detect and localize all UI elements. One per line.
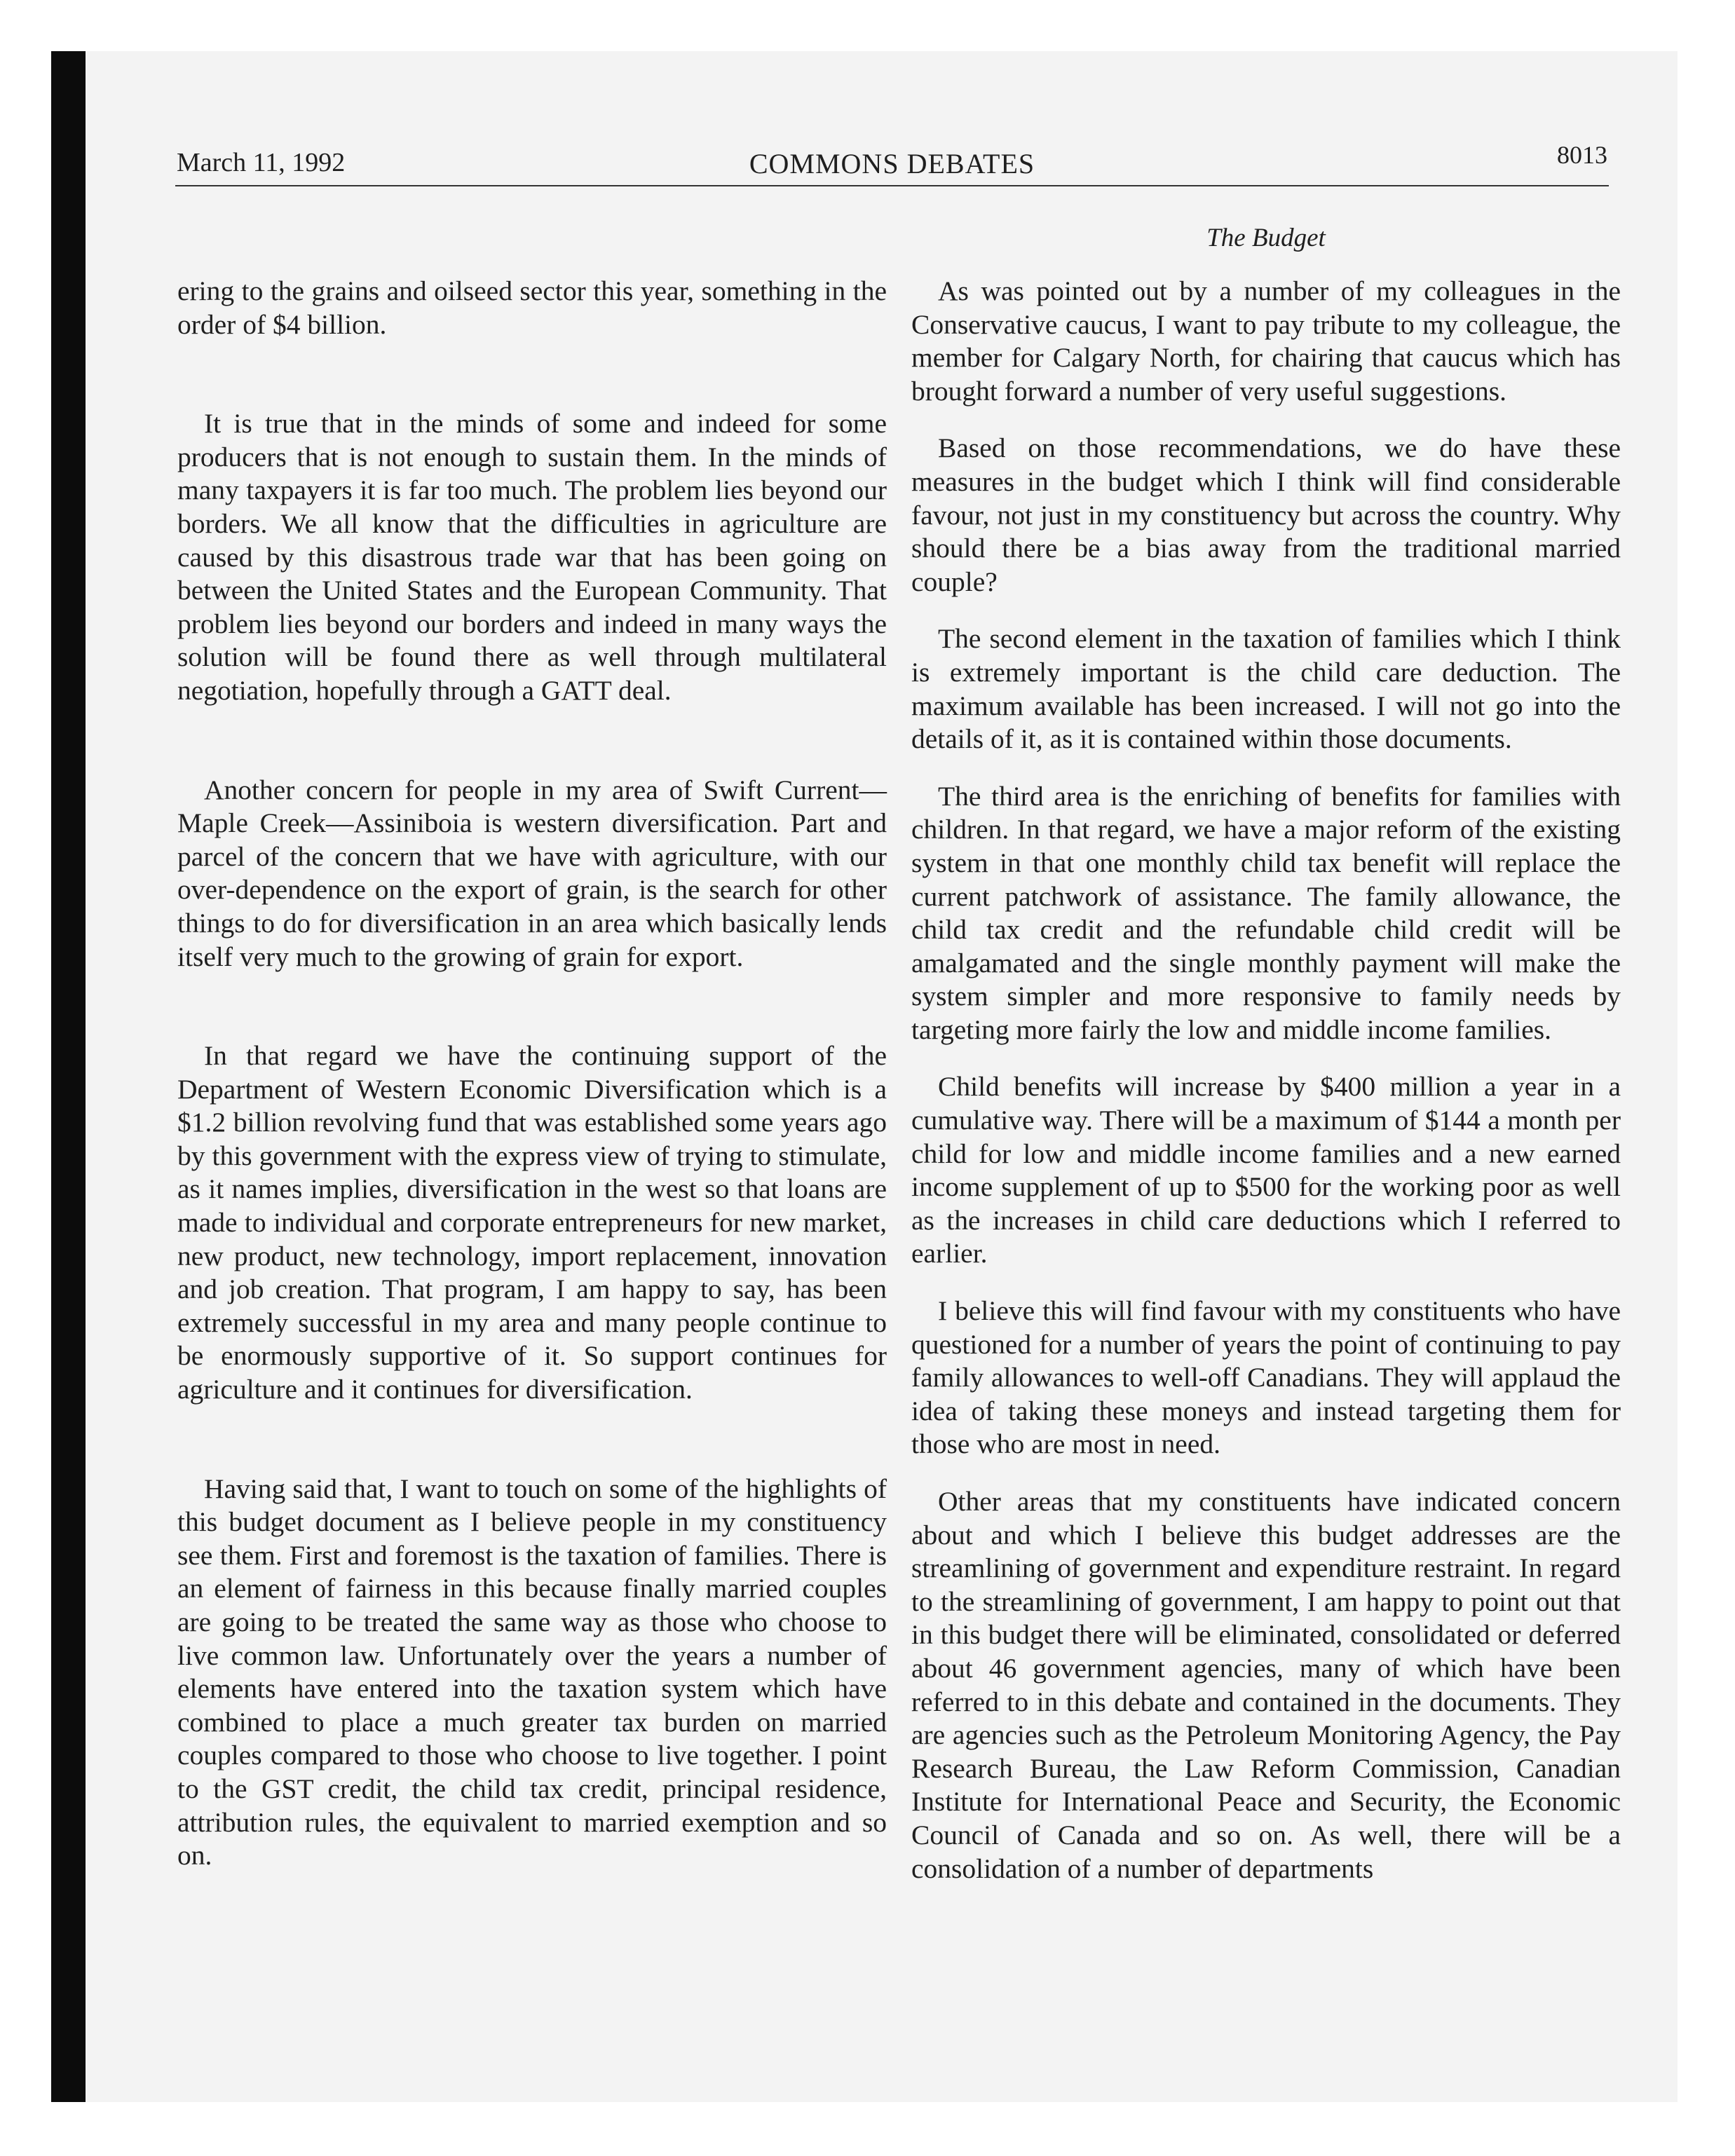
paragraph: Other areas that my constituents have indicated concern about and which I believe this budget addresses are the streamlining of government and expenditure restraint. In regard to the streamlining of government, I am happy to point out that in this budget there will be eliminated, consolidated or deferred about 46 government agencies, many of which have been referred to in this debate and contained in the documents. They are agencies such as the Petroleum Monitoring Agency, the Pay Research Bureau, the Law Reform Commission, Canadian Institute for International Peace and Security, the Economic Council of Canada and so on. As well, there will be a consolidation of a number of departments: [911, 1486, 1621, 1884]
paragraph: The third area is the enriching of benefits for families with children. In that regard, we have a major reform of the existing system in that one monthly child tax benefit will replace the current patchwork of assistance. The family allowance, the child tax credit and the refundable child credit will be amalgamated and the single monthly payment will make the system simpler and more responsive to family needs by targeting more fairly the low and middle income families.: [911, 780, 1621, 1045]
header-date: March 11, 1992: [177, 148, 346, 177]
paragraph: As was pointed out by a number of my colleagues in the Conservative caucus, I want to pay tribute to my colleague, the member for Calgary North, for chairing that caucus which has brought forward a number of very useful suggestions.: [911, 275, 1621, 407]
page-number: 8013: [1557, 141, 1607, 169]
scan-edge-shadow: [51, 51, 86, 2102]
paragraph: In that regard we have the continuing support of the Department of Western Economic Diversification which is a $1.2 billion revolving fund that was established some years ago by this government with the express view of trying to stimulate, as it names implies, diversification in the west so that loans are made to individual and corporate entrepreneurs for new market, new product, new technology, import replacement, innovation and job creation. That program, I am happy to say, has been extremely successful in my area and many people continue to be enormously supportive of it. So support continues for agriculture and it continues for diversification.: [177, 1040, 887, 1405]
header-rule: [175, 185, 1609, 186]
paragraph: It is true that in the minds of some and indeed for some producers that is not enough to sustain them. In the minds of many taxpayers it is far too much. The problem lies beyond our borders. We all know that the difficulties in agriculture are caused by this disastrous trade war that has been going on between the United States and the European Community. That problem lies beyond our borders and indeed in many ways the solution will be found there as well through multilateral negotiation, hopefully through a GATT deal.: [177, 408, 887, 706]
running-head: [175, 140, 1609, 186]
right-column: [911, 275, 1621, 1885]
paragraph: Having said that, I want to touch on some of the highlights of this budget document as I believe people in my constituency see them. First and foremost is the taxation of families. There is an element of fairness in this because finally married couples are going to be treated the same way as those who choose to live common law. Unfortunately over the years a number of elements have entered into the taxation system which have combined to place a much greater tax burden on married couples compared to those who choose to live together. I point to the GST credit, the child tax credit, principal residence, attribution rules, the equivalent to married exemption and so on.: [177, 1473, 887, 1871]
publication-title: COMMONS DEBATES: [749, 148, 1035, 179]
paragraph: I believe this will find favour with my constituents who have questioned for a number of years the point of continuing to pay family allowances to well-off Canadians. They will applaud the idea of taking these moneys and instead targeting them for those who are most in need.: [911, 1295, 1621, 1460]
paragraph: Child benefits will increase by $400 million a year in a cumulative way. There will be a maximum of $144 a month per child for low and middle income families and a new earned income supplement of up to $500 for the working poor as well as the increases in child care deductions which I referred to earlier.: [911, 1071, 1621, 1269]
paragraph: Based on those recommendations, we do have these measures in the budget which I think will find considerable favour, not just in my constituency but across the country. Why should there be a bias away from the traditional married couple?: [911, 432, 1621, 597]
paragraph: Another concern for people in my area of Swift Current—Maple Creek—Assiniboia is western diversification. Part and parcel of the concern that we have with agriculture, with our over-dependence on the export of grain, is the search for other things to do for diversification in an area which basically lends itself very much to the growing of grain for export.: [177, 774, 887, 972]
paragraph: ering to the grains and oilseed sector this year, something in the order of $4 billion.: [177, 275, 887, 340]
paragraph: The second element in the taxation of families which I think is extremely important is the child care deduction. The maximum available has been increased. I will not go into the details of it, as it is contained within those documents.: [911, 623, 1621, 755]
section-heading: The Budget: [1206, 224, 1326, 252]
left-column: [177, 275, 887, 1873]
